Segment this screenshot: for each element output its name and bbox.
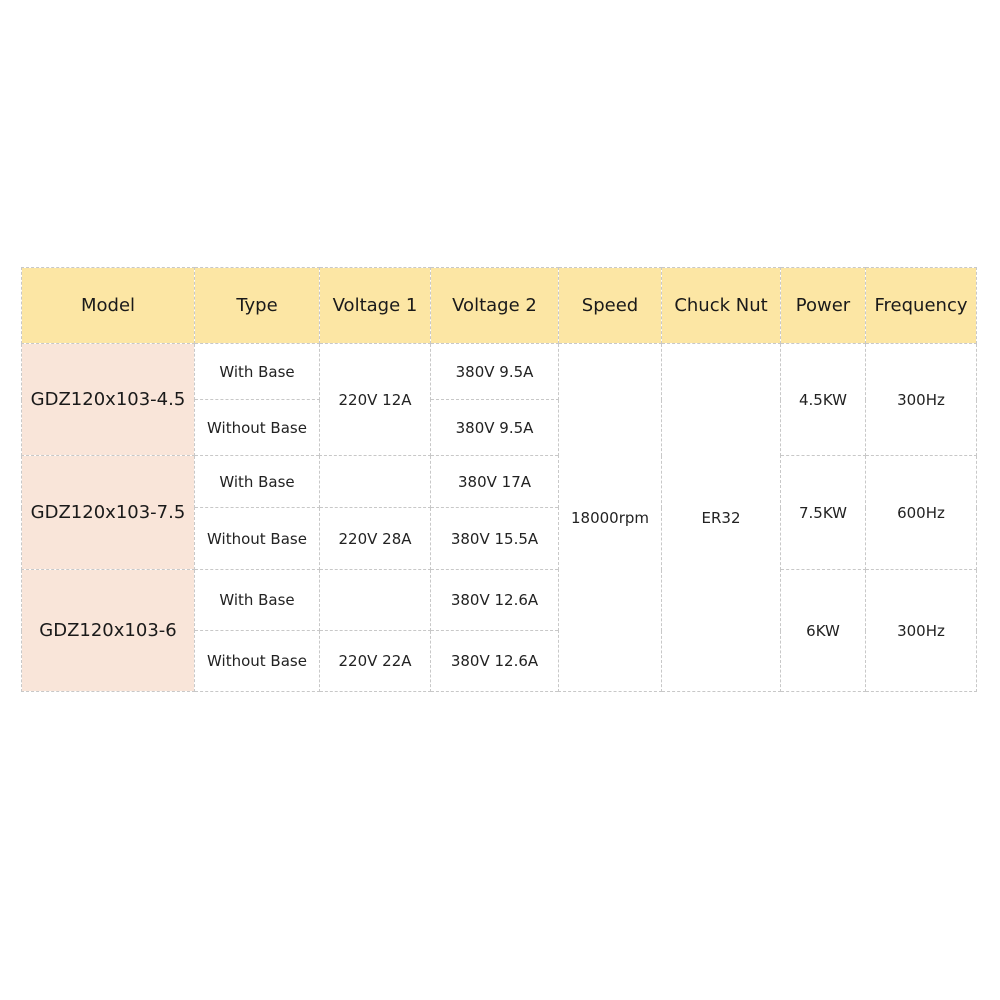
power-cell: 7.5KW — [781, 456, 866, 570]
power-cell: 4.5KW — [781, 344, 866, 456]
type-cell: Without Base — [195, 631, 320, 692]
header-type: Type — [195, 268, 320, 344]
frequency-cell: 600Hz — [866, 456, 977, 570]
header-frequency: Frequency — [866, 268, 977, 344]
model-cell: GDZ120x103-4.5 — [22, 344, 195, 456]
chuck-nut-cell: ER32 — [662, 344, 781, 692]
model-cell: GDZ120x103-6 — [22, 570, 195, 692]
voltage1-cell: 220V 22A — [320, 631, 431, 692]
header-model: Model — [22, 268, 195, 344]
table-row — [22, 456, 977, 508]
voltage1-cell: 220V 12A — [320, 344, 431, 456]
speed-cell: 18000rpm — [559, 344, 662, 692]
type-cell: With Base — [195, 344, 320, 400]
voltage2-cell: 380V 17A — [431, 456, 559, 508]
voltage2-cell: 380V 12.6A — [431, 631, 559, 692]
frequency-cell: 300Hz — [866, 344, 977, 456]
type-cell: With Base — [195, 456, 320, 508]
type-cell: With Base — [195, 570, 320, 631]
voltage2-cell: 380V 12.6A — [431, 570, 559, 631]
header-power: Power — [781, 268, 866, 344]
voltage1-cell — [320, 456, 431, 508]
frequency-cell: 300Hz — [866, 570, 977, 692]
header-chuck-nut: Chuck Nut — [662, 268, 781, 344]
header-voltage-1: Voltage 1 — [320, 268, 431, 344]
table-row — [22, 570, 977, 631]
table-row — [22, 344, 977, 400]
type-cell: Without Base — [195, 508, 320, 570]
header-voltage-2: Voltage 2 — [431, 268, 559, 344]
header-row — [22, 268, 977, 344]
voltage2-cell: 380V 9.5A — [431, 344, 559, 400]
model-cell: GDZ120x103-7.5 — [22, 456, 195, 570]
header-speed: Speed — [559, 268, 662, 344]
spec-table — [21, 267, 977, 692]
voltage2-cell: 380V 9.5A — [431, 400, 559, 456]
power-cell: 6KW — [781, 570, 866, 692]
voltage2-cell: 380V 15.5A — [431, 508, 559, 570]
type-cell: Without Base — [195, 400, 320, 456]
voltage1-cell — [320, 570, 431, 631]
voltage1-cell: 220V 28A — [320, 508, 431, 570]
